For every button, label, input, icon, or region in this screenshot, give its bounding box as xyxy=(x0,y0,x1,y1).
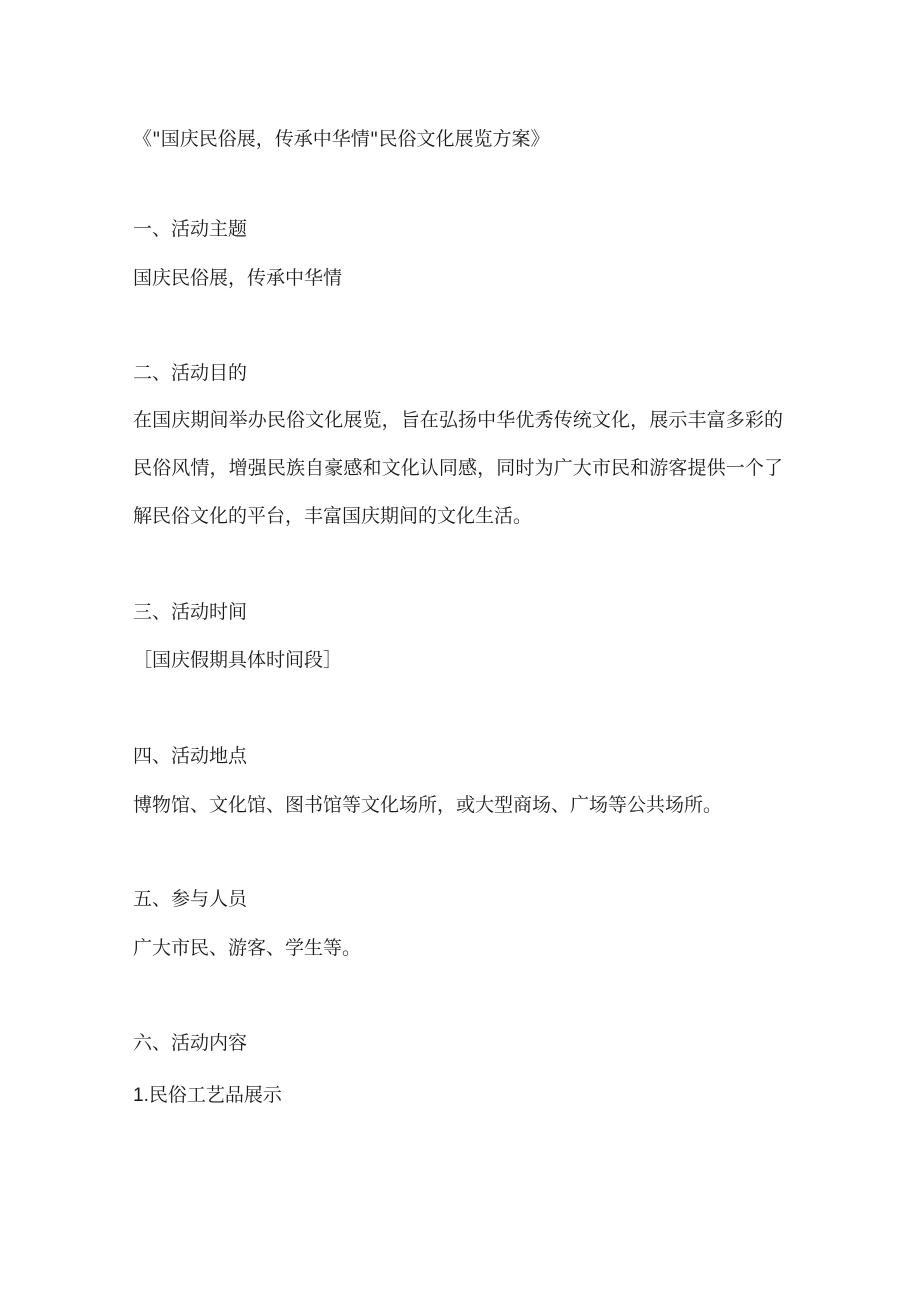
document-title: 《"国庆民俗展，传承中华情"民俗文化展览方案》 xyxy=(133,128,550,150)
section-heading-participants: 五、参与人员 xyxy=(133,888,248,910)
section-body-time: ［国庆假期具体时间段］ xyxy=(133,649,343,671)
section-heading-content: 六、活动内容 xyxy=(133,1032,248,1054)
section-body-theme: 国庆民俗展，传承中华情 xyxy=(133,267,343,289)
section-heading-location: 四、活动地点 xyxy=(133,745,248,767)
section-heading-purpose: 二、活动目的 xyxy=(133,362,248,384)
section-heading-theme: 一、活动主题 xyxy=(133,218,248,240)
section-body-participants: 广大市民、游客、学生等。 xyxy=(133,937,362,959)
section-body-location: 博物馆、文化馆、图书馆等文化场所，或大型商场、广场等公共场所。 xyxy=(133,794,723,816)
section-body-purpose: 在国庆期间举办民俗文化展览，旨在弘扬中华优秀传统文化，展示丰富多彩的民俗风情，增强民族自豪感和文化认同感，同时为广大市民和游客提供一个了解民俗文化的平台，丰富国庆期间的文化生活。 xyxy=(133,409,783,527)
section-heading-time: 三、活动时间 xyxy=(133,601,248,623)
section-subheading-crafts: 1.民俗工艺品展示 xyxy=(133,1085,282,1106)
